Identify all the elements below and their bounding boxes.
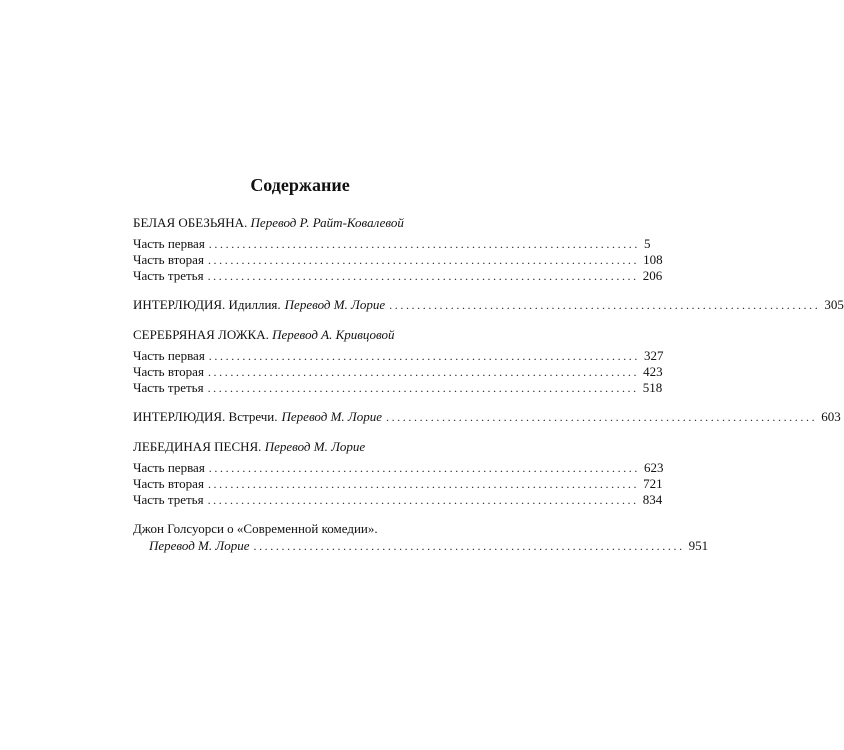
toc-section-afterword (133, 519, 709, 554)
toc-entry[interactable] (133, 236, 651, 252)
toc-entry[interactable] (133, 295, 844, 314)
entry-label: Часть первая (133, 460, 205, 475)
work-title: ИНТЕРЛЮДИЯ. Идиллия. (133, 297, 281, 312)
entry-label: Часть вторая (133, 252, 204, 267)
section-heading (133, 213, 483, 232)
page-number: 327 (644, 348, 664, 363)
translator: Перевод М. Лорие (264, 439, 366, 454)
dot-leader: ............................................................................. (253, 539, 685, 553)
translator: Перевод Р. Райт-Ковалевой (250, 215, 404, 230)
work-title: БЕЛАЯ ОБЕЗЬЯНА. (133, 215, 248, 230)
entry-label: Часть вторая (133, 476, 204, 491)
page-title: Содержание (250, 175, 350, 195)
toc-entry[interactable] (133, 252, 663, 268)
section-heading (133, 437, 483, 456)
translator: Перевод М. Лорие (149, 538, 250, 553)
dot-leader: ............................................................................. (207, 493, 639, 507)
page-number: 206 (642, 268, 663, 283)
page-number: 603 (821, 409, 841, 424)
toc-section-silver-spoon (133, 325, 664, 396)
work-title: ЛЕБЕДИНАЯ ПЕСНЯ. (133, 439, 262, 454)
dot-leader: ............................................................................. (208, 349, 640, 363)
translator: Перевод М. Лорие (281, 409, 382, 424)
entry-label: Часть первая (133, 236, 205, 251)
entry-label: Часть третья (133, 268, 204, 283)
dot-leader: ............................................................................. (207, 365, 640, 379)
page-number: 423 (643, 364, 663, 379)
page-number: 721 (643, 476, 663, 491)
toc-entry[interactable] (133, 492, 663, 508)
entry-label: Часть третья (133, 380, 204, 395)
work-title: ИНТЕРЛЮДИЯ. Встречи. (133, 409, 278, 424)
toc-entry[interactable] (133, 407, 841, 426)
page-number: 518 (642, 380, 663, 395)
toc-entry[interactable] (133, 476, 663, 492)
translator: Перевод М. Лорие (284, 297, 386, 312)
dot-leader: ............................................................................. (207, 381, 639, 395)
toc-entry[interactable] (133, 348, 664, 364)
toc-section-swan-song (133, 437, 664, 508)
dot-leader: ............................................................................. (208, 237, 640, 251)
entry-label: Часть третья (133, 492, 204, 507)
toc-section-interlude-meetings (133, 407, 841, 426)
page-number: 623 (644, 460, 664, 475)
table-of-contents (133, 213, 844, 565)
page-number: 834 (642, 492, 663, 507)
dot-leader: ............................................................................. (207, 269, 639, 283)
toc-section-white-monkey (133, 213, 663, 284)
toc-section-interlude-idyll (133, 295, 844, 314)
dot-leader: ............................................................................. (207, 477, 640, 491)
toc-entry[interactable] (133, 538, 709, 554)
toc-entry[interactable] (133, 268, 663, 284)
section-heading (133, 325, 483, 344)
dot-leader: ............................................................................. (208, 461, 640, 475)
toc-entry[interactable] (133, 364, 663, 380)
page-number: 305 (824, 297, 844, 312)
translator: Перевод А. Кривцовой (272, 327, 395, 342)
dot-leader: ............................................................................. (389, 298, 821, 312)
entry-label: Часть первая (133, 348, 205, 363)
work-title: СЕРЕБРЯНАЯ ЛОЖКА. (133, 327, 269, 342)
dot-leader: ............................................................................. (385, 410, 818, 424)
page-number: 5 (644, 236, 651, 251)
page-number: 108 (643, 252, 663, 267)
dot-leader: ............................................................................. (207, 253, 640, 267)
toc-entry[interactable] (133, 460, 664, 476)
toc-entry[interactable] (133, 380, 663, 396)
page-number: 951 (688, 538, 709, 553)
afterword-title: Джон Голсуорси о «Современной комедии». (133, 521, 378, 536)
entry-label: Часть вторая (133, 364, 204, 379)
